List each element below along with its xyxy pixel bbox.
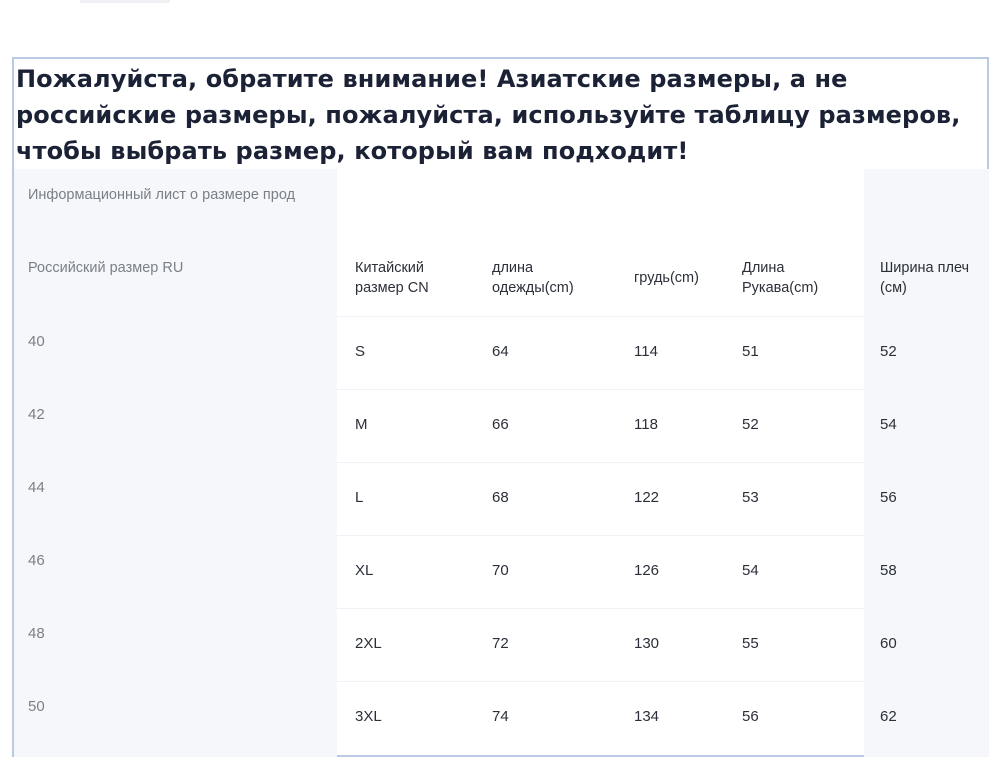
- table-cell-shoulder: 52: [880, 343, 897, 360]
- table-cell-sleeve: 51: [742, 343, 759, 360]
- table-cell-cn: 2XL: [355, 635, 382, 652]
- header-ru-size: Российский размер RU: [28, 260, 184, 276]
- table-cell-sleeve: 53: [742, 489, 759, 506]
- header-shoulder-width: Ширина плеч (см): [880, 260, 970, 296]
- table-cell-length: 64: [492, 343, 509, 360]
- row-divider: [337, 535, 864, 536]
- table-cell-cn: M: [355, 416, 368, 433]
- table-cell-ru: 42: [28, 406, 45, 423]
- table-cell-ru: 50: [28, 698, 45, 715]
- table-cell-chest: 114: [634, 343, 658, 360]
- size-chart-card: [12, 57, 989, 757]
- table-cell-shoulder: 58: [880, 562, 897, 579]
- table-cell-sleeve: 54: [742, 562, 759, 579]
- table-cell-shoulder: 60: [880, 635, 897, 652]
- table-cell-cn: S: [355, 343, 366, 360]
- table-cell-ru: 44: [28, 479, 45, 496]
- size-notice: Пожалуйста, обратите внимание! Азиатские размеры, а не российские размеры, пожалуйста, используйте таблицу размеров, чтобы выбрать размер, который вам подходит!: [16, 65, 961, 165]
- table-cell-ru: 40: [28, 333, 45, 350]
- table-cell-cn: XL: [355, 562, 374, 579]
- table-cell-length: 70: [492, 562, 509, 579]
- row-divider: [337, 389, 864, 390]
- table-cell-chest: 126: [634, 562, 660, 579]
- table-cell-shoulder: 54: [880, 416, 897, 433]
- table-cell-cn: 3XL: [355, 708, 382, 725]
- row-divider: [337, 681, 864, 682]
- table-cell-length: 74: [492, 708, 509, 725]
- header-chest: грудь(cm): [634, 270, 699, 286]
- table-cell-length: 66: [492, 416, 509, 433]
- header-garment-length: длина одежды(cm): [492, 260, 574, 296]
- header-cn-size: Китайский размер CN: [355, 260, 429, 296]
- table-cell-chest: 122: [634, 489, 660, 506]
- table-cell-shoulder: 56: [880, 489, 897, 506]
- top-decoration: [80, 0, 170, 3]
- row-divider: [337, 608, 864, 609]
- table-cell-sleeve: 52: [742, 416, 759, 433]
- table-cell-length: 68: [492, 489, 509, 506]
- table-cell-ru: 46: [28, 552, 45, 569]
- table-cell-length: 72: [492, 635, 509, 652]
- table-cell-chest: 118: [634, 416, 658, 433]
- size-table: [14, 169, 989, 757]
- table-cell-chest: 130: [634, 635, 660, 652]
- table-cell-shoulder: 62: [880, 708, 897, 725]
- info-sheet-title: Информационный лист о размере прод: [28, 187, 296, 203]
- table-cell-sleeve: 55: [742, 635, 759, 652]
- table-cell-ru: 48: [28, 625, 45, 642]
- header-sleeve-length: Длина Рукава(cm): [742, 260, 819, 296]
- table-cell-sleeve: 56: [742, 708, 759, 725]
- row-divider: [337, 462, 864, 463]
- table-cell-chest: 134: [634, 708, 660, 725]
- row-divider: [337, 316, 864, 317]
- table-cell-cn: L: [355, 489, 364, 506]
